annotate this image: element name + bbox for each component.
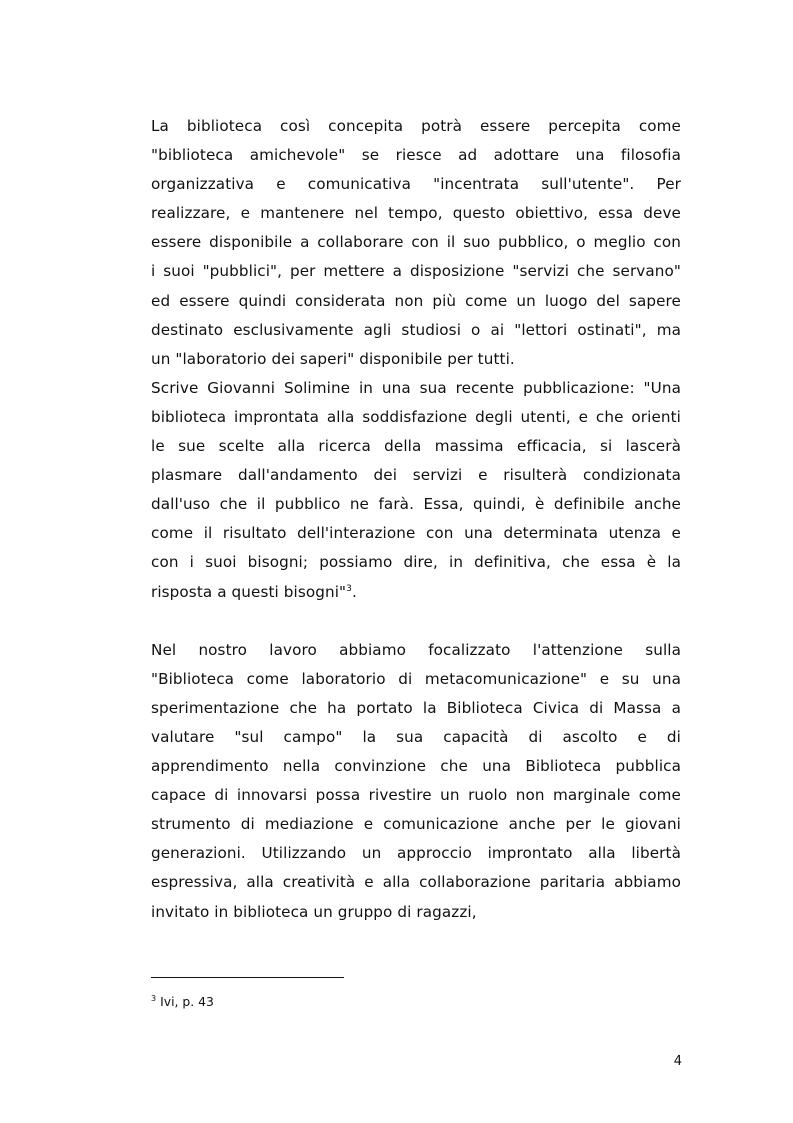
text-line: "Biblioteca come laboratorio di metacomunicazione" e su una <box>151 669 681 688</box>
text-line: generazioni. Utilizzando un approccio improntato alla libertà <box>151 844 681 863</box>
text-line: biblioteca improntata alla soddisfazione degli utenti, e che orienti <box>151 407 681 426</box>
text-line: un "laboratorio dei saperi" disponibile per tutti. <box>151 349 515 368</box>
text-line: La biblioteca così concepita potrà essere percepita come <box>151 117 681 135</box>
footnote-text: Ivi, p. 43 <box>160 994 214 1009</box>
text-line: le sue scelte alla ricerca della massima efficacia, si lascerà <box>151 437 681 456</box>
text-line: sperimentazione che ha portato la Biblioteca Civica di Massa a <box>151 698 681 717</box>
footnote-separator <box>151 977 344 978</box>
text-line: invitato in biblioteca un gruppo di ragazzi, <box>151 902 477 921</box>
page-number: 4 <box>673 1054 682 1069</box>
text-line: Nel nostro lavoro abbiamo focalizzato l'attenzione sulla <box>151 640 681 659</box>
footnote-reference[interactable]: 3 <box>346 583 352 594</box>
text-line: ed essere quindi considerata non più come un luogo del sapere <box>151 291 681 310</box>
text-line: capace di innovarsi possa rivestire un ruolo non marginale come <box>151 786 681 805</box>
text-line: Scrive Giovanni Solimine in una sua recente pubblicazione: "Una <box>151 378 681 397</box>
footnote-number: 3 <box>151 994 157 1003</box>
text-line: dall'uso che il pubblico ne farà. Essa, quindi, è definibile anche <box>151 495 681 514</box>
text-line: plasmare dall'andamento dei servizi e risulterà condizionata <box>151 466 681 485</box>
text-line: strumento di mediazione e comunicazione anche per le giovani <box>151 815 681 834</box>
text-line: organizzativa e comunicativa "incentrata sull'utente". Per <box>151 175 681 194</box>
text-fragment: risposta a questi bisogni" <box>151 582 347 601</box>
paragraph-spacer <box>151 607 681 636</box>
text-line: valutare "sul campo" la sua capacità di ascolto e di <box>151 727 681 746</box>
text-line: essere disponibile a collaborare con il suo pubblico, o meglio con <box>151 233 681 252</box>
text-fragment: . <box>351 582 357 601</box>
body-text <box>151 112 681 927</box>
text-line: i suoi "pubblici", per mettere a disposizione "servizi che servano" <box>151 262 681 281</box>
text-line: destinato esclusivamente agli studiosi o ai "lettori ostinati", ma <box>151 320 681 339</box>
paragraph-2 <box>151 374 681 607</box>
paragraph-3 <box>151 636 681 927</box>
text-line: con i suoi bisogni; possiamo dire, in definitiva, che essa è la <box>151 553 681 572</box>
text-line-with-footnote <box>151 578 681 607</box>
text-line: realizzare, e mantenere nel tempo, questo obiettivo, essa deve <box>151 204 681 223</box>
footnote <box>151 994 214 1010</box>
text-line: "biblioteca amichevole" se riesce ad adottare una filosofia <box>151 146 681 165</box>
text-line: espressiva, alla creatività e alla collaborazione paritaria abbiamo <box>151 873 681 892</box>
text-line: come il risultato dell'interazione con una determinata utenza e <box>151 524 681 543</box>
text-line: apprendimento nella convinzione che una Biblioteca pubblica <box>151 757 681 776</box>
paragraph-1 <box>151 112 681 374</box>
